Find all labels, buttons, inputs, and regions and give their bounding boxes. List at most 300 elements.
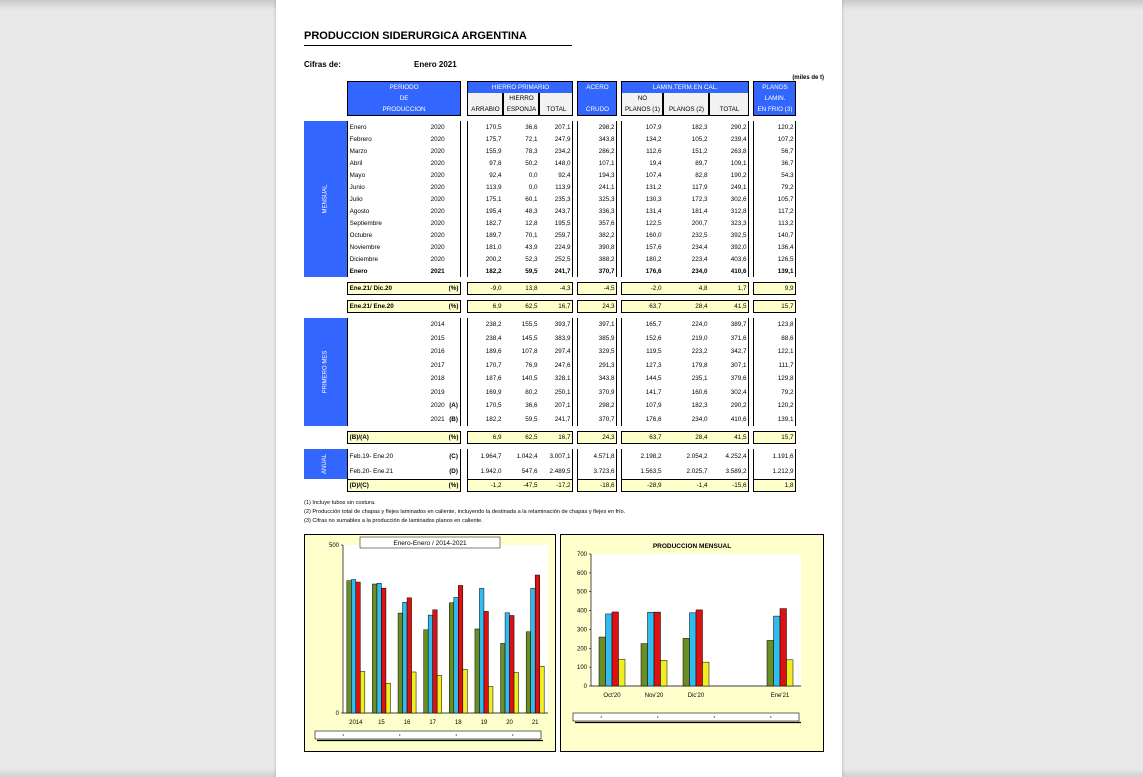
value-cell: 120,2: [753, 399, 796, 413]
spacer-cell: [304, 93, 347, 104]
value-cell: 36,6: [525, 123, 538, 131]
row-year: 2020: [430, 195, 445, 203]
production-table-body: [304, 81, 796, 492]
value-cell: 312,8: [709, 205, 749, 217]
value-cell: 179,8: [691, 361, 708, 369]
bar: [641, 644, 648, 686]
bar: [654, 612, 661, 686]
bar: [428, 615, 433, 713]
bar: [780, 609, 787, 686]
value-cell: 219,0: [691, 334, 708, 342]
cifras-value: Enero 2021: [414, 60, 457, 69]
value-cell: 224,9: [539, 241, 573, 253]
side-label-text: ANUAL: [322, 453, 329, 475]
value-cell: 50,2: [525, 159, 538, 167]
header-lamin: LAMIN.: [753, 93, 796, 104]
value-cell: 241,1: [577, 181, 617, 193]
value-cell: 234,0: [691, 415, 708, 423]
variation-value: 13,8: [503, 282, 539, 295]
value-cell: 224,0: [691, 321, 708, 329]
value-cell: 307,1: [709, 359, 749, 373]
variation-value: -4,3: [539, 282, 573, 295]
value-cell: 181,4: [691, 207, 708, 215]
row-year: 2020: [430, 243, 445, 251]
value-cell: 343,8: [577, 133, 617, 145]
row-label: [347, 413, 417, 427]
bar: [488, 686, 493, 713]
value-cell: 1.212,9: [753, 464, 796, 479]
value-cell: 410,6: [709, 265, 749, 277]
variation-value: 41,5: [709, 431, 749, 444]
bar: [454, 597, 459, 713]
value-cell: 139,1: [753, 413, 796, 427]
header-arrabio: ARRABIO: [467, 104, 503, 116]
value-cell: 36,6: [525, 402, 538, 410]
header-no: NO: [621, 93, 663, 104]
row-year: 2020: [430, 123, 445, 131]
value-cell: 12,8: [525, 219, 538, 227]
table-row: [304, 332, 796, 346]
table-row: [304, 359, 796, 373]
chart-enero-enero: [304, 534, 556, 752]
row-tag: (D): [447, 464, 462, 479]
value-cell: 176,6: [621, 413, 663, 427]
header-crudo: CRUDO: [577, 104, 617, 116]
row-label: Enero: [347, 121, 417, 133]
value-cell: 157,6: [621, 241, 663, 253]
header-row: [304, 93, 796, 104]
row-label: Marzo: [347, 145, 417, 157]
value-cell: 323,3: [709, 217, 749, 229]
value-cell: 4.252,4: [709, 449, 749, 464]
y-tick-label: 300: [576, 627, 587, 634]
variation-value: 15,7: [753, 431, 796, 444]
value-cell: 78,3: [525, 147, 538, 155]
legend-marker: [343, 734, 344, 735]
value-cell: 1.191,6: [753, 449, 796, 464]
value-cell: 286,2: [577, 145, 617, 157]
value-cell: 88,6: [753, 332, 796, 346]
variation-value: -1,4: [663, 479, 709, 492]
table-row: [304, 413, 796, 427]
variation-row: [304, 431, 796, 444]
value-cell: 72,1: [525, 135, 538, 143]
header-laminados: LAMIN.TERM.EN CAL.: [621, 81, 749, 93]
value-cell: 119,5: [621, 345, 663, 359]
variation-value: 28,4: [663, 431, 709, 444]
bar: [398, 613, 403, 713]
variation-value: -2,0: [621, 282, 663, 295]
row-year: 2020: [430, 183, 445, 191]
x-tick-label: 15: [378, 720, 385, 726]
value-cell: 0,0: [528, 171, 538, 179]
bar: [433, 610, 438, 713]
row-label: Junio: [347, 181, 417, 193]
value-cell: 3.723,6: [577, 464, 617, 479]
y-tick-label: 500: [576, 589, 587, 596]
value-cell: 165,7: [621, 318, 663, 332]
header-row: [304, 81, 796, 93]
row-year: 2015: [430, 334, 445, 342]
value-cell: 370,7: [577, 265, 617, 277]
value-cell: 182,7: [467, 217, 503, 229]
row-year: 2017: [430, 361, 445, 369]
value-cell: 122,1: [753, 345, 796, 359]
bar: [407, 598, 412, 713]
value-cell: 141,7: [621, 386, 663, 400]
bar: [403, 602, 408, 713]
table-row: [304, 253, 796, 265]
variation-value: 63,7: [621, 300, 663, 313]
legend-marker: [657, 716, 658, 717]
side-label-text: MENSUAL: [322, 184, 329, 214]
value-cell: 328,1: [539, 372, 573, 386]
value-cell: 343,8: [577, 372, 617, 386]
value-cell: 385,9: [577, 332, 617, 346]
value-cell: 200,2: [467, 253, 503, 265]
row-tag: [447, 265, 462, 277]
row-year: 2021: [430, 415, 445, 423]
legend-box: [573, 713, 799, 721]
bar: [696, 610, 703, 686]
value-cell: 129,8: [753, 372, 796, 386]
table-row: [304, 121, 796, 133]
value-cell: 390,8: [577, 241, 617, 253]
bar: [531, 588, 536, 713]
row-year: 2020: [430, 171, 445, 179]
value-cell: 383,9: [539, 332, 573, 346]
value-cell: 113,9: [467, 181, 503, 193]
row-tag: (A): [447, 399, 462, 413]
value-cell: 107,1: [577, 157, 617, 169]
variation-value: -28,9: [621, 479, 663, 492]
table-row: [304, 133, 796, 145]
y-tick-label: 100: [576, 665, 587, 672]
value-cell: 4.571,8: [577, 449, 617, 464]
value-cell: 70,1: [525, 231, 538, 239]
value-cell: 113,2: [753, 217, 796, 229]
variation-value: 24,3: [577, 431, 617, 444]
value-cell: 130,3: [621, 193, 663, 205]
value-cell: 291,3: [577, 359, 617, 373]
y-tick-label: 0: [583, 684, 587, 690]
bar: [412, 672, 417, 713]
y-tick-label: 700: [576, 552, 587, 558]
variation-value: -17,2: [539, 479, 573, 492]
units-label: (miles de t): [792, 75, 824, 81]
value-cell: 235,3: [539, 193, 573, 205]
value-cell: 2.025,7: [686, 468, 708, 475]
value-cell: 175,1: [467, 193, 503, 205]
bar: [458, 585, 463, 713]
value-cell: 105,2: [691, 135, 708, 143]
chart-produccion-mensual: [560, 534, 824, 752]
x-tick-label: Ene'21: [770, 693, 790, 699]
variation-label: Ene.21/ Dic.20: [347, 282, 447, 295]
variation-value: 9,9: [753, 282, 796, 295]
value-cell: 189,7: [467, 229, 503, 241]
row-tag: [447, 318, 462, 332]
header-hierro-primario: HIERRO PRIMARIO: [467, 81, 573, 93]
row-label: Septiembre: [347, 217, 417, 229]
value-cell: 144,5: [621, 372, 663, 386]
variation-pct: (%): [447, 300, 462, 313]
value-cell: 160,6: [691, 388, 708, 396]
table-row: [304, 145, 796, 157]
x-tick-label: 17: [429, 720, 437, 726]
variation-row: [304, 282, 796, 295]
chart-produccion-mensual-svg: [561, 535, 823, 751]
value-cell: 175,7: [467, 133, 503, 145]
value-cell: 195,5: [539, 217, 573, 229]
value-cell: 60,1: [525, 195, 538, 203]
value-cell: 302,6: [709, 193, 749, 205]
footnotes: [304, 499, 824, 526]
value-cell: 182,3: [691, 402, 708, 410]
value-cell: 259,7: [539, 229, 573, 241]
value-cell: 182,3: [691, 123, 708, 131]
value-cell: 105,7: [753, 193, 796, 205]
value-cell: 36,7: [753, 157, 796, 169]
value-cell: 392,0: [709, 241, 749, 253]
value-cell: 2.054,2: [686, 453, 708, 460]
row-label: Enero: [347, 265, 417, 277]
row-label: Diciembre: [347, 253, 417, 265]
value-cell: 155,9: [467, 145, 503, 157]
document-content: [304, 30, 824, 526]
value-cell: 389,7: [709, 318, 749, 332]
row-label: Octubre: [347, 229, 417, 241]
footnote-1: (1) Incluye tubos sin costura.: [304, 500, 376, 506]
row-label: Mayo: [347, 169, 417, 181]
bar: [526, 632, 531, 713]
row-label: [347, 399, 417, 413]
header-acero: ACERO: [577, 81, 617, 93]
header-hierro: HIERRO: [503, 93, 539, 104]
row-year: 2019: [430, 388, 445, 396]
value-cell: 3.589,2: [709, 464, 749, 479]
row-label: [347, 332, 417, 346]
value-cell: 139,1: [753, 265, 796, 277]
chart-title: Enero-Enero / 2014-2021: [393, 540, 467, 547]
value-cell: 170,7: [467, 359, 503, 373]
value-cell: 370,7: [577, 413, 617, 427]
value-cell: 189,6: [467, 345, 503, 359]
value-cell: 403,6: [709, 253, 749, 265]
value-cell: 234,0: [691, 267, 708, 275]
side-label-mensual: [304, 121, 347, 277]
value-cell: 112,6: [621, 145, 663, 157]
table-row: [304, 169, 796, 181]
variation-value: 16,7: [539, 431, 573, 444]
value-cell: 107,8: [521, 348, 538, 356]
value-cell: 172,3: [691, 195, 708, 203]
value-cell: 263,8: [709, 145, 749, 157]
side-label-text: PRIMERO MES: [322, 350, 329, 394]
x-tick-label: 21: [531, 720, 539, 726]
value-cell: 80,2: [525, 388, 538, 396]
value-cell: 134,2: [621, 133, 663, 145]
bar: [437, 675, 442, 713]
header-blank: [467, 93, 503, 104]
bar: [381, 588, 386, 713]
x-tick-label: Oct'20: [603, 693, 621, 699]
document-page: [276, 0, 842, 777]
value-cell: 238,2: [467, 318, 503, 332]
value-cell: 397,1: [577, 318, 617, 332]
row-year: 2020: [430, 207, 445, 215]
value-cell: 235,1: [691, 375, 708, 383]
spacer-cell: [304, 104, 347, 116]
bar: [619, 659, 626, 686]
bar: [514, 673, 519, 713]
value-cell: 109,1: [709, 157, 749, 169]
value-cell: 107,9: [621, 399, 663, 413]
row-tag: [447, 121, 462, 133]
bar: [505, 613, 510, 713]
value-cell: 19,4: [621, 157, 663, 169]
document-title: PRODUCCION SIDERURGICA ARGENTINA: [304, 30, 572, 46]
x-tick-label: 16: [403, 720, 411, 726]
bar: [510, 615, 515, 713]
value-cell: 151,2: [691, 147, 708, 155]
value-cell: 243,7: [539, 205, 573, 217]
x-tick-label: 18: [454, 720, 462, 726]
footnote-3: (3) Cifras no sumables a la producción de laminados planos en caliente.: [304, 518, 483, 524]
row-tag: [447, 205, 462, 217]
table-row: [304, 464, 796, 479]
table-row: [304, 241, 796, 253]
x-tick-label: Dic'20: [687, 693, 705, 699]
footnote-2: (2) Producción total de chapas y flejes laminados en caliente, incluyendo la destinada a la relaminación de chapas y flejes en frío.: [304, 509, 626, 515]
legend-marker: [512, 734, 513, 735]
row-tag: [447, 181, 462, 193]
bar: [501, 643, 506, 713]
value-cell: 238,4: [467, 332, 503, 346]
spacer-cell: [304, 81, 347, 93]
variation-value: -18,6: [577, 479, 617, 492]
value-cell: 298,2: [577, 121, 617, 133]
value-cell: 357,6: [577, 217, 617, 229]
value-cell: 180,2: [621, 253, 663, 265]
bar: [372, 584, 377, 713]
row-tag: [447, 145, 462, 157]
value-cell: 117,9: [692, 183, 708, 191]
bar: [767, 640, 774, 686]
value-cell: 107,9: [621, 121, 663, 133]
bar: [661, 660, 668, 686]
row-year: 2014: [430, 321, 445, 329]
row-label: [347, 345, 417, 359]
chart-title: PRODUCCION MENSUAL: [652, 543, 732, 550]
row-tag: [447, 157, 462, 169]
value-cell: 79,2: [753, 181, 796, 193]
value-cell: 126,5: [753, 253, 796, 265]
row-tag: [447, 345, 462, 359]
value-cell: 136,4: [753, 241, 796, 253]
value-cell: 187,6: [467, 372, 503, 386]
y-tick-label: 0: [335, 711, 339, 717]
value-cell: 393,7: [539, 318, 573, 332]
value-cell: 92,4: [467, 169, 503, 181]
value-cell: 1.942,0: [467, 464, 503, 479]
legend-marker: [714, 716, 715, 717]
cifras-line: [304, 60, 824, 71]
legend-marker: [456, 734, 457, 735]
y-tick-label: 200: [576, 646, 587, 653]
variation-value: 6,9: [467, 431, 503, 444]
chart-enero-enero-svg: [305, 535, 555, 751]
variation-pct: (%): [447, 479, 462, 492]
variation-value: 63,7: [621, 431, 663, 444]
side-label-anual: [304, 449, 347, 479]
value-cell: 2.489,5: [539, 464, 573, 479]
row-year: 2020: [430, 159, 445, 167]
value-cell: 298,2: [577, 399, 617, 413]
value-cell: 123,8: [753, 318, 796, 332]
value-cell: 82,8: [695, 171, 708, 179]
side-label-primer-mes: [304, 318, 347, 426]
row-year: 2016: [430, 348, 445, 356]
header-total: TOTAL: [539, 104, 573, 116]
value-cell: 43,9: [525, 243, 538, 251]
value-cell: 195,4: [467, 205, 503, 217]
value-cell: 239,4: [709, 133, 749, 145]
value-cell: 170,5: [467, 121, 503, 133]
table-row: [304, 399, 796, 413]
value-cell: 382,2: [577, 229, 617, 241]
bar: [690, 613, 697, 686]
value-cell: 234,2: [539, 145, 573, 157]
table-row: [304, 193, 796, 205]
row-tag: [447, 332, 462, 346]
row-tag: [447, 253, 462, 265]
bar: [479, 588, 484, 713]
value-cell: 241,7: [539, 265, 573, 277]
row-tag: [447, 217, 462, 229]
value-cell: 152,6: [621, 332, 663, 346]
cifras-label: Cifras de:: [304, 60, 341, 69]
value-cell: 79,2: [753, 386, 796, 400]
variation-row: [304, 479, 796, 492]
header-blank: [539, 93, 573, 104]
row-year: 2020: [430, 231, 445, 239]
bar: [475, 629, 480, 713]
bar: [351, 580, 356, 713]
variation-label: Ene.21/ Ene.20: [347, 300, 447, 313]
value-cell: 56,7: [753, 145, 796, 157]
value-cell: 182,2: [467, 413, 503, 427]
header-blank: [709, 93, 749, 104]
bar: [347, 581, 352, 713]
value-cell: 176,6: [621, 265, 663, 277]
table-row: [304, 386, 796, 400]
row-label: Febrero: [347, 133, 417, 145]
value-cell: 111,7: [753, 359, 796, 373]
header-periodo-de: DE: [347, 93, 462, 104]
bar: [535, 575, 540, 713]
table-row: [304, 157, 796, 169]
header-produccion: PRODUCCION: [347, 104, 462, 116]
variation-label: (D)/(C): [347, 479, 447, 492]
row-tag: [447, 133, 462, 145]
value-cell: 1.563,5: [621, 464, 663, 479]
value-cell: 325,3: [577, 193, 617, 205]
value-cell: 131,2: [621, 181, 663, 193]
legend-marker: [399, 734, 400, 735]
x-tick-label: Nov'20: [644, 693, 664, 699]
header-blank: [577, 93, 617, 104]
